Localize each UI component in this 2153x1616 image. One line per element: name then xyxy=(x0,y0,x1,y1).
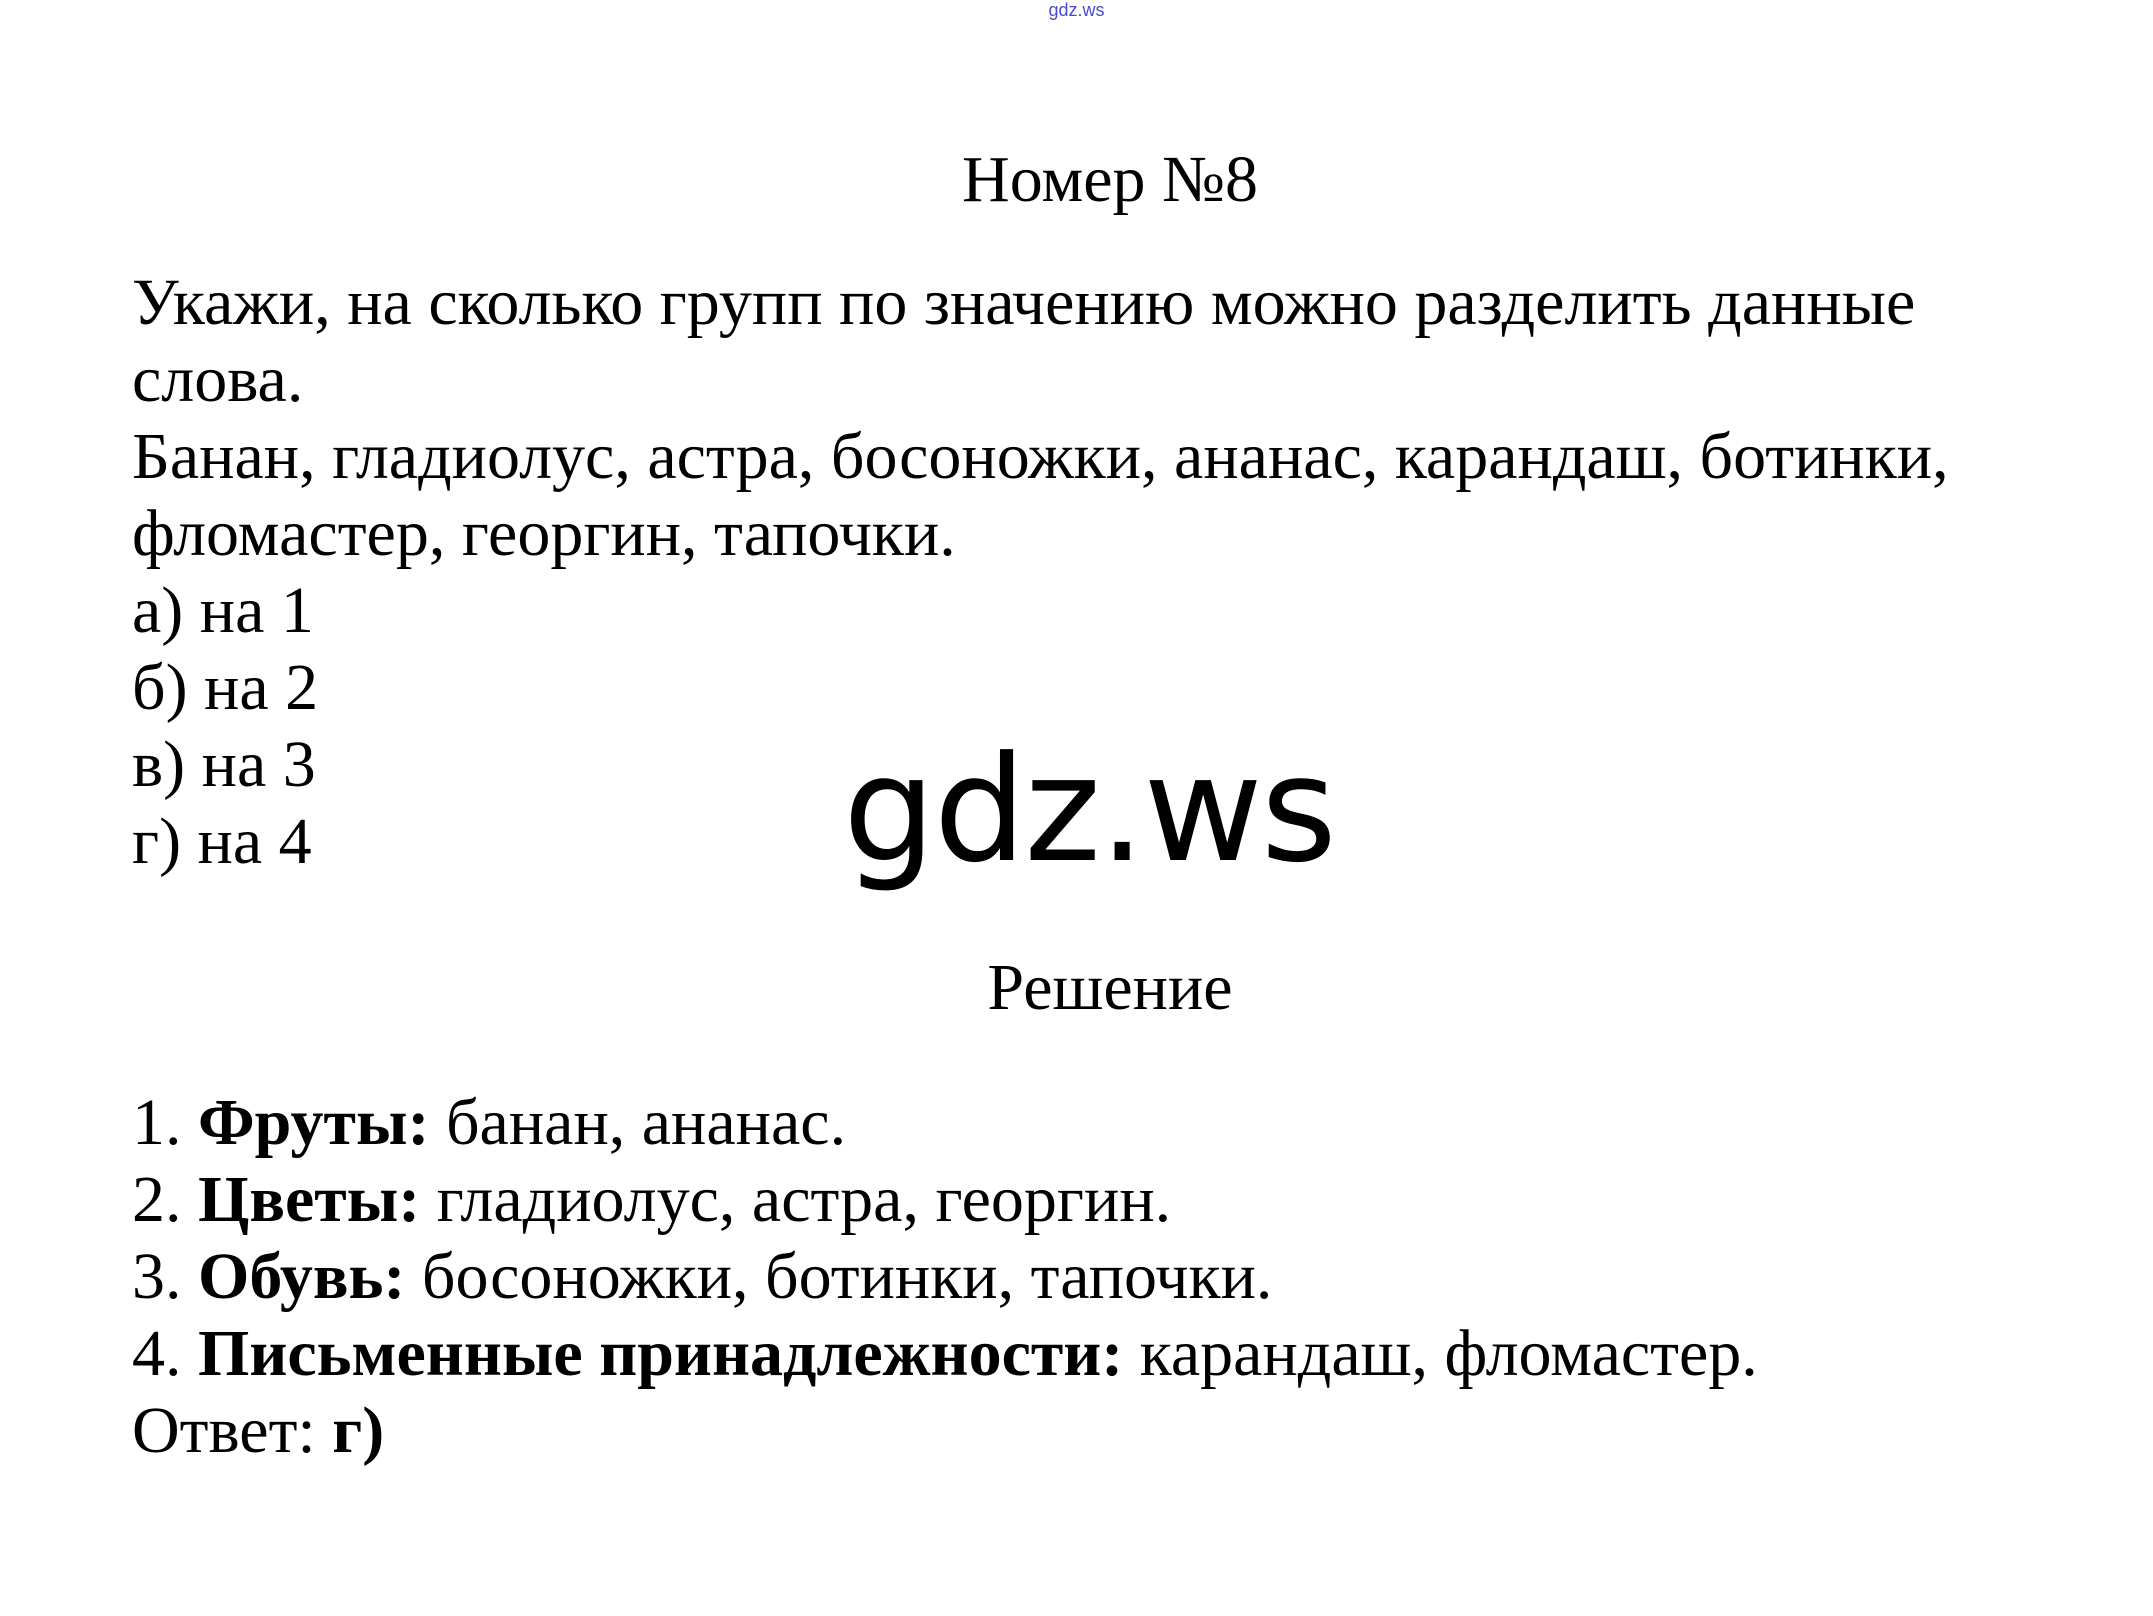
group-items: гладиолус, астра, георгин. xyxy=(436,1163,1172,1236)
option-b: б) на 2 xyxy=(132,651,319,724)
answer-value: г) xyxy=(332,1394,385,1467)
group-items: карандаш, фломастер. xyxy=(1139,1317,1758,1390)
question-line-2: слова. xyxy=(132,343,304,416)
words-line-1: Банан, гладиолус, астра, босоножки, ананас, карандаш, ботинки, xyxy=(132,420,1949,493)
group-label: Письменные принадлежности: xyxy=(198,1317,1124,1390)
words-line-2: фломастер, георгин, тапочки. xyxy=(132,497,956,570)
group-number: 2. xyxy=(132,1163,182,1236)
center-watermark: gdz.ws xyxy=(843,725,1335,895)
solution-block xyxy=(132,1084,2052,1469)
group-number: 3. xyxy=(132,1240,182,1313)
option-d: г) на 4 xyxy=(132,805,312,878)
group-items: банан, ананас. xyxy=(445,1086,847,1159)
group-number: 1. xyxy=(132,1086,182,1159)
page-title: Номер №8 xyxy=(962,143,1258,216)
group-items: босоножки, ботинки, тапочки. xyxy=(421,1240,1273,1313)
group-line-3 xyxy=(132,1238,2052,1315)
group-line-1 xyxy=(132,1084,2052,1161)
answer-prefix: Ответ: xyxy=(132,1394,316,1467)
option-a: а) на 1 xyxy=(132,574,314,647)
group-label: Обувь: xyxy=(198,1240,406,1313)
option-c: в) на 3 xyxy=(132,728,316,801)
top-watermark: gdz.ws xyxy=(1048,0,1105,20)
group-line-4 xyxy=(132,1315,2052,1392)
solution-title: Решение xyxy=(987,951,1233,1024)
answer-line xyxy=(132,1392,2052,1469)
group-line-2 xyxy=(132,1161,2052,1238)
group-label: Фруты: xyxy=(198,1086,430,1159)
group-label: Цветы: xyxy=(198,1163,421,1236)
group-number: 4. xyxy=(132,1317,182,1390)
question-line-1: Укажи, на сколько групп по значению можно разделить данные xyxy=(132,266,1916,339)
